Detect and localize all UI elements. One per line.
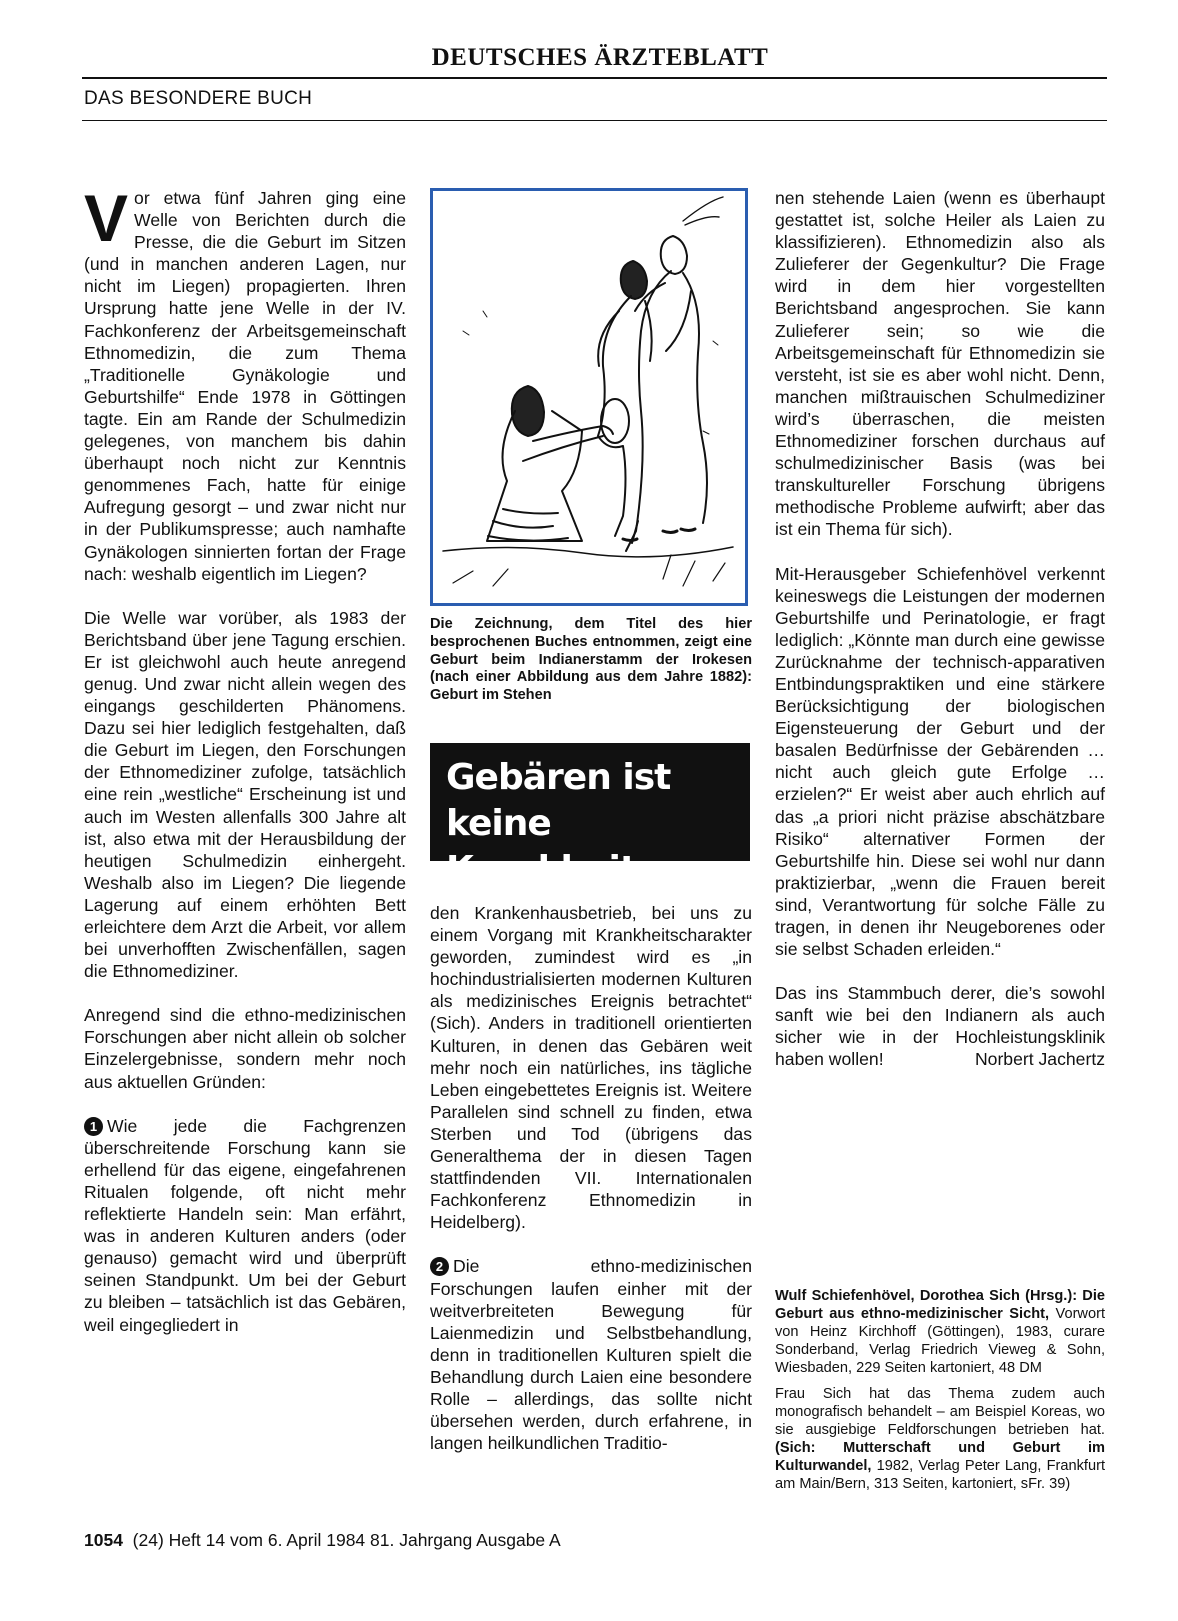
drop-cap: V xyxy=(84,181,129,255)
top-rule xyxy=(82,77,1107,79)
paragraph-text: or etwa fünf Jahren ging eine Welle von Berichten durch die Presse, die die Geburt im Sitzen (und in manchen anderen Lagen, nur nicht im Liegen) propagierten. Ihren Ursprung hatte jene Welle in der IV. Fachkonferenz der Arbeitsgemeinschaft Ethnomedizin, die zum Thema „Traditionelle Gynäkologie und Geburtshilfe“ Ende 1978 in Göttingen tagte. Ein am Rande der Schulmedizin gelegenes, von manchem bis dahin überhaupt noch nicht zur Kenntnis genommenes Fach, hatte für einige Aufregung gesorgt – und zwar nicht nur in der Publikumspresse; auch namhafte Gynäkologen sinnierten fortan der Frage nach: weshalb eigentlich im Liegen? xyxy=(84,188,406,584)
article-column-3 xyxy=(775,187,1105,1093)
paragraph: Die Welle war vorüber, als 1983 der Berichtsband über jene Tagung erschien. Er ist gleichwohl auch heute anregend genug. Und zwar nicht allein wegen des eingangs geschilderten Phänomens. Dazu sei hier lediglich festgehalten, daß die Geburt im Liegen, den Forschungen der Ethnomediziner zufolge, tatsächlich eine rein „westliche“ Erscheinung ist und auch im Westen allenfalls 300 Jahre alt ist, also etwa mit der Herausbildung der heutigen Schulmedizin einhergeht. Weshalb also im Liegen? Die liegende Lagerung auf einem erhöhten Bett erleichtere dem Arzt die Arbeit, vor allem bei unverhofften Zwischenfällen, sagen die Ethnomediziner. xyxy=(84,607,406,982)
author-name: Norbert Jachertz xyxy=(974,1049,1105,1070)
headline-line-2: keine Krankheit xyxy=(446,803,637,890)
figure-caption: Die Zeichnung, dem Titel des hier besprochenen Buches entnommen, zeigt eine Geburt beim Indianerstamm der Irokesen (nach einer Abbildung aus dem Jahre 1882): Geburt im Stehen xyxy=(430,616,752,704)
book-2-intro: Frau Sich hat das Thema zudem auch monografisch behandelt – am Beispiel Koreas, wo sie ausgiebige Feldforschungen betrieben hat. xyxy=(775,1386,1105,1438)
headline-box xyxy=(430,743,750,890)
paragraph: nen stehende Laien (wenn es überhaupt gestattet ist, solche Heiler als Laien zu klassifizieren). Ethnomedizin also als Zulieferer der Gegenkultur? Die Frage wird in dem hier vorgestellten Berichtsband angesprochen. Sie kann Zulieferer sein; so wie die Arbeitsgemeinschaft für Ethnomedizin sie versteht, ist sie es aber wohl nicht. Denn, manchen mißtrauischen Schulmediziner wird’s überraschen, die meisten Ethnomediziner forschen durchaus auf schulmedizinischer Basis (was bei transkultureller Forschung übrigens methodische Probleme aufwirft; aber das ist ein Thema für sich). xyxy=(775,188,1105,540)
point-1 xyxy=(84,1115,406,1336)
paragraph xyxy=(84,181,406,585)
masthead: DEUTSCHES ÄRZTEBLATT xyxy=(431,44,769,71)
point-2 xyxy=(430,1255,752,1454)
bibliography xyxy=(775,1287,1105,1501)
paragraph: den Krankenhausbetrieb, bei uns zu einem Vorgang mit Krankheitscharakter geworden, zumindest wird es „in hochindustrialisierten modernen Kulturen als medizinisches Ereignis betrachtet“ (Sich). Anders in traditionell orientierten Kulturen, in denen das Gebären weit mehr noch ein natürliches, ins tägliche Leben eingebettetes Ereignis ist. Weitere Parallelen sind schnell zu finden, etwa Sterben und Tod (übrigens das Generalthema der in diesen Tagen stattfindenden VII. Internationalen Fachkonferenz Ethnomedizin in Heidelberg). xyxy=(430,903,752,1233)
section-rule xyxy=(82,120,1107,121)
point-number-1: 1 xyxy=(84,1117,103,1136)
paragraph: Anregend sind die ethno-medizinischen Forschungen aber nicht allein ob solcher Einzelergebnisse, sondern mehr noch aus aktuellen Gründen: xyxy=(84,1005,406,1092)
book-2-details: 1982, Verlag Peter Lang, Frankfurt am Main/Bern, 313 Seiten, kartoniert, sFr. 39) xyxy=(775,1458,1105,1492)
issue-info: (24) Heft 14 vom 6. April 1984 81. Jahrgang Ausgabe A xyxy=(132,1530,561,1550)
closing-paragraph xyxy=(775,982,1105,1070)
illustration-frame xyxy=(430,188,748,606)
headline-line-1: Gebären ist xyxy=(446,757,671,798)
closing-text: Das ins Stammbuch derer, die’s sowohl sanft wie bei den Indianern als auch sicher wie in der Hochleistungsklinik haben wollen! xyxy=(775,983,1105,1070)
page-number: 1054 xyxy=(84,1530,123,1550)
point-number-2: 2 xyxy=(430,1257,449,1276)
book-1-title: Wulf Schiefenhövel, Dorothea Sich (Hrsg.): Die Geburt aus ethno-medizinischer Sicht, xyxy=(775,1288,1105,1322)
point-2-text: Die ethno-medizinischen Forschungen laufen einher mit der weitverbreiteten Bewegung für Laienmedizin und Selbstbehandlung, denn in traditionellen Kulturen spielt die Behandlung durch Laien eine besondere Rolle – allerdings, das sollte nicht übersehen werden, durch erfahrene, in langen heilkundlichen Traditio- xyxy=(430,1256,752,1454)
iroquois-birth-illustration xyxy=(433,191,745,603)
article-column-2 xyxy=(430,902,752,1476)
paragraph: Mit-Herausgeber Schiefenhövel verkennt keineswegs die Leistungen der modernen Geburtshilfe und Perinatologie, er fragt lediglich: „Könnte man durch eine gewisse Zurücknahme der technisch-apparativen Entbindungspraktiken und eine stärkere Berücksichtigung der biologischen Eigensteuerung der Geburt und der basalen Bedürfnisse der Gebärenden … nicht auch gleich gute Erfolge … erzielen?“ Er weist aber auch ehrlich auf das „a priori nicht präzise abschätzbare Risiko“ alternativer Formen der Geburtshilfe hin. Diese sei wohl nur dann praktizierbar, „wenn die Frauen bereit sind, Verantwortung für solche Fälle zu tragen, in denen ihr Neugeborenes oder sie selbst Schaden erleiden.“ xyxy=(775,563,1105,960)
book-2-title: (Sich: Mutterschaft und Geburt im Kulturwandel, xyxy=(775,1440,1105,1474)
page-footer xyxy=(84,1530,561,1551)
article-column-1 xyxy=(84,181,406,1358)
point-1-text: Wie jede die Fachgrenzen überschreitende Forschung kann sie erhellend für das eigene, eingefahrenen Ritualen folgende, oft nicht mehr reflektierte Handeln sein: Man erfährt, was in anderen Kulturen anders (oder genauso) gemacht wird und überprüft seinen Standpunkt. Um bei der Geburt zu bleiben – tatsächlich ist das Gebären, weil eingegliedert in xyxy=(84,1115,406,1335)
book-reference-1 xyxy=(775,1287,1105,1377)
section-title: DAS BESONDERE BUCH xyxy=(84,88,313,109)
book-1-details: Vorwort von Heinz Kirchhoff (Göttingen), 1983, curare Sonderband, Verlag Friedrich Vieweg & Sohn, Wiesbaden, 229 Seiten kartoniert, 48 DM xyxy=(775,1306,1105,1376)
book-reference-2 xyxy=(775,1385,1105,1493)
